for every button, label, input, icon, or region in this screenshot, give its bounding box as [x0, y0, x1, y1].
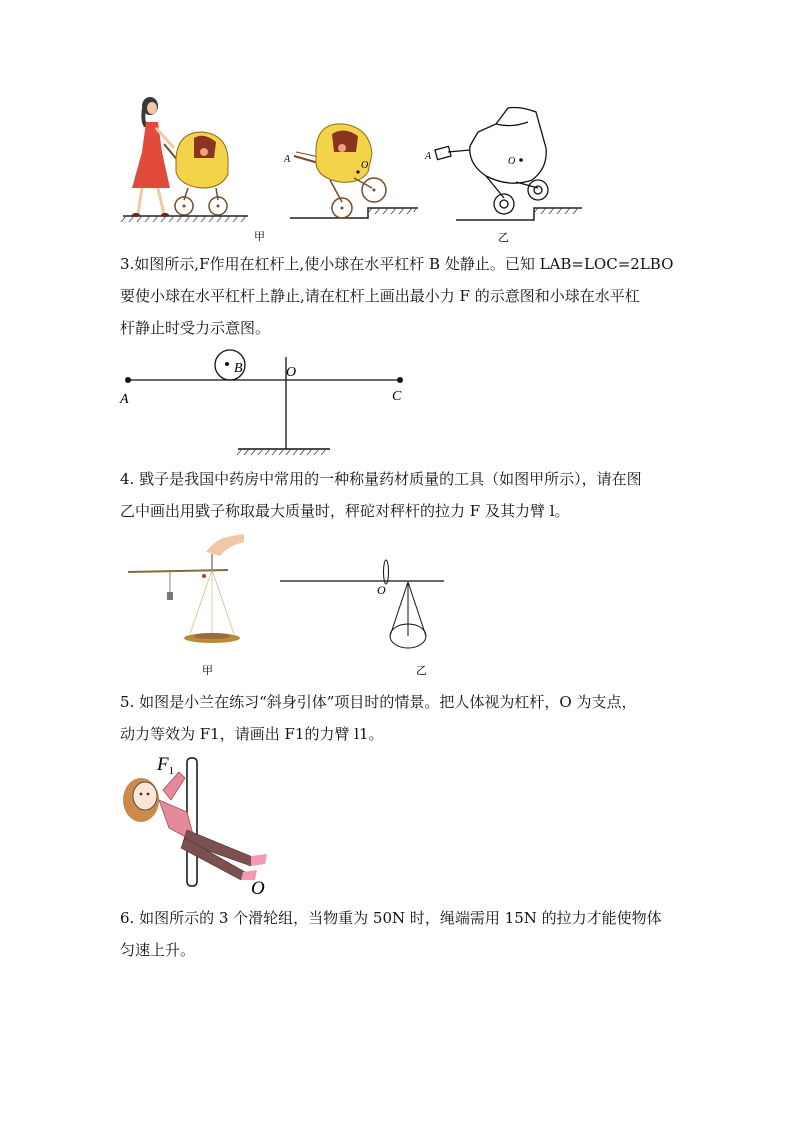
question-6-line-1: 6. 如图所示的 3 个滑轮组，当物重为 50N 时，绳端需用 15N 的拉力才能使物体	[120, 909, 662, 927]
caption-yi-1: 乙	[498, 232, 509, 242]
question-3-line-3: 杆静止时受力示意图。	[120, 319, 271, 337]
label-C: C	[392, 389, 402, 404]
stroller-1	[164, 132, 228, 215]
ground-3-step	[456, 208, 582, 220]
support-ground	[237, 449, 330, 455]
question-4-line-2: 乙中画出用戥子称取最大质量时，秤砣对秤杆的拉力 F 及其力臂 l。	[120, 502, 570, 520]
stroller-3-wheel-front	[528, 180, 548, 200]
caption-jia-2: 甲	[202, 665, 213, 677]
question-6-line-2: 匀速上升。	[120, 941, 196, 959]
label-B: B	[234, 361, 243, 376]
label-O-stroller-2: O	[361, 160, 369, 171]
woman-illustration	[132, 97, 174, 217]
label-O: O	[286, 365, 297, 380]
label-A-stroller-2: A	[284, 154, 291, 165]
question-3-line-2: 要使小球在水平杠杆上静止,请在杠杆上画出最小力 F 的示意图和小球在水平杠	[120, 287, 640, 305]
steelyard-figure	[120, 530, 450, 680]
lever-diagram-q3	[110, 345, 420, 460]
question-5-line-2: 动力等效为 F1，请画出 F1的力臂 l1。	[120, 725, 384, 743]
label-O-stroller-3: O	[508, 156, 516, 167]
question-4-line-1: 4. 戥子是我国中药房中常用的一种称量药材质量的工具（如图甲所示），请在图	[120, 470, 642, 488]
label-O-q5: O	[251, 878, 265, 899]
question-4-text	[120, 463, 680, 527]
label-A: A	[120, 392, 129, 407]
stroller-figure	[118, 92, 588, 242]
label-A-stroller-3: A	[425, 151, 432, 162]
steelyard-photo	[128, 534, 244, 643]
incline-pullup-figure	[115, 750, 275, 900]
question-5-line-1: 5. 如图是小兰在练习“斜身引体”项目时的情景。把人体视为杠杆，O 为支点，	[120, 693, 637, 711]
label-F1: $F_1$	[157, 754, 175, 777]
point-C	[397, 377, 403, 383]
question-5-text	[120, 686, 680, 750]
caption-jia-1: 甲	[254, 231, 265, 242]
question-3-line-1: 3.如图所示,F作用在杠杆上,使小球在水平杠杆 B 处静止。已知 LAB=LOC=2LBO	[120, 255, 674, 273]
steelyard-diagram	[280, 560, 444, 648]
point-A	[125, 377, 131, 383]
ground-2-step	[290, 208, 418, 218]
ground-1	[121, 216, 248, 222]
label-O-q4: O	[377, 583, 386, 597]
question-6-text	[120, 902, 680, 966]
caption-yi-2: 乙	[416, 665, 427, 677]
question-3-text	[120, 248, 680, 344]
stroller-2-tilted	[294, 124, 386, 218]
